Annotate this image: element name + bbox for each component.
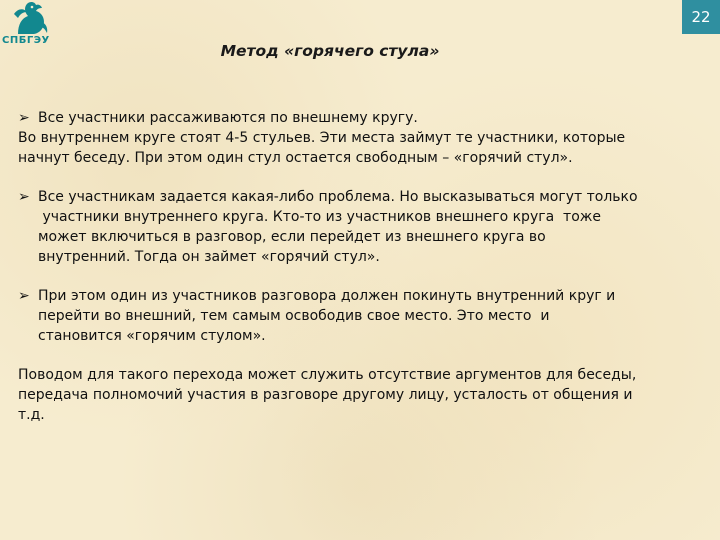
bullet-3-line-1: При этом один из участников разговора должен покинуть внутренний круг и [38, 288, 616, 304]
bullet-item-2 [18, 187, 668, 267]
arrow-bullet-icon: ➢ [18, 189, 30, 205]
griffin-logo-icon [12, 0, 50, 36]
arrow-bullet-icon: ➢ [18, 288, 30, 304]
paragraph-1-line-2: начнут беседу. При этом один стул остается свободным – «горячий стул». [18, 150, 573, 166]
bullet-2-line-1: Все участникам задается какая-либо проблема. Но высказываться могут только [38, 189, 638, 205]
bullet-item-3 [18, 286, 668, 346]
spacer [18, 267, 668, 286]
bullet-2-line-3: может включиться в разговор, если перейдет из внешнего круга во [38, 229, 546, 245]
bullet-item-1 [18, 108, 668, 128]
spacer [18, 168, 668, 187]
paragraph-1-line-1: Во внутреннем круге стоят 4-5 стульев. Эти места займут те участники, которые [18, 130, 626, 146]
slide-body [18, 108, 668, 425]
bullet-2-line-2: участники внутреннего круга. Кто-то из участников внешнего круга тоже [38, 209, 602, 225]
bullet-1-text: Все участники рассаживаются по внешнему кругу. [38, 110, 418, 126]
page-number-badge: 22 [682, 0, 720, 34]
paragraph-2-line-2: передача полномочий участия в разговоре другому лицу, усталость от общения и [18, 387, 633, 403]
paragraph-2-line-3: т.д. [18, 407, 45, 423]
page-title: Метод «горячего стула» [220, 42, 440, 60]
arrow-bullet-icon: ➢ [18, 110, 30, 126]
bullet-3-line-3: становится «горячим стулом». [38, 328, 266, 344]
spacer [18, 346, 668, 365]
bullet-3-line-2: перейти во внешний, тем самым освободив свое место. Это место и [38, 308, 550, 324]
paragraph-2-line-1: Поводом для такого перехода может служить отсутствие аргументов для беседы, [18, 367, 637, 383]
bullet-2-line-4: внутренний. Тогда он займет «горячий стул». [38, 249, 380, 265]
logo-text: СПБГЭУ [2, 35, 50, 46]
